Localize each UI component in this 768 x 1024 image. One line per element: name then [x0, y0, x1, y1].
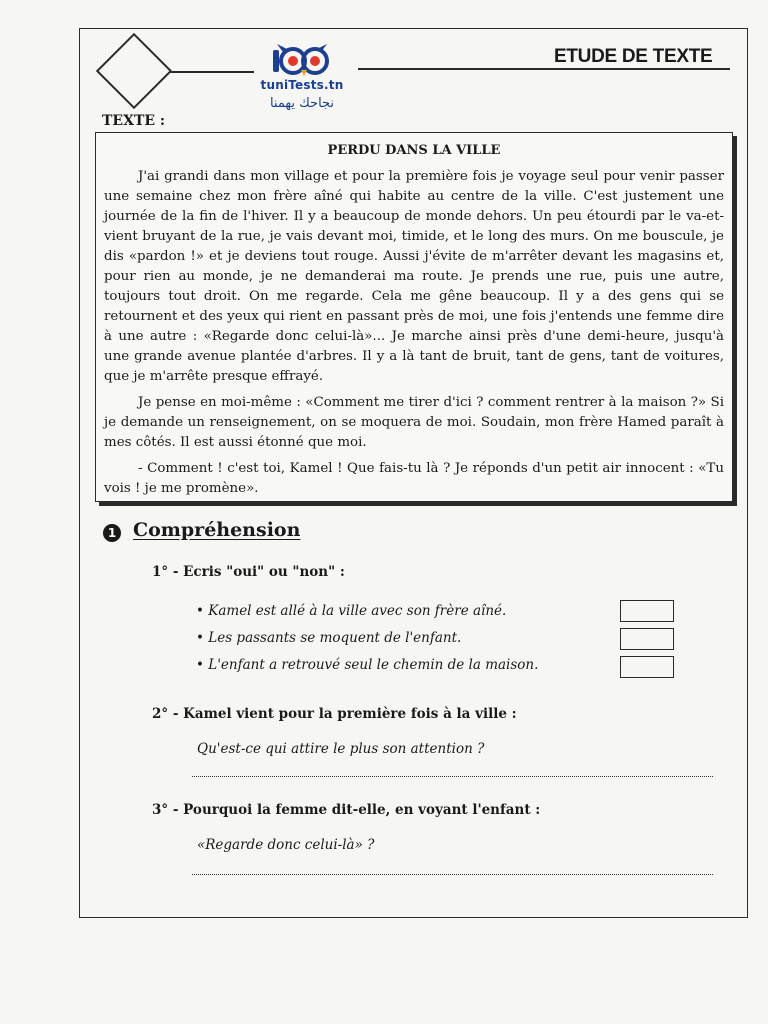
story-paragraph: J'ai grandi dans mon village et pour la première fois je voyage seul pour venir passer une semaine chez mon frère aîné qui habite au centre de la ville. C'est justement une journée de la fin de l'hiver. Il y a beaucoup de monde dehors. Un peu étourdi par le va-et-vient bruyant de la rue, je vais devant moi, timide, et le long des murs. On me bouscule, je dis «pardon !» et je deviens tout rouge. Aussi j'évite de m'arrêter devant les magasins et, pour rien au monde, je ne demanderai ma route. Je prends une rue, puis une autre, toujours tout droit. On me regarde. Cela me gêne beaucoup. Il y a des gens qui se retournent et des yeux qui rient en passant près de moi, une fois j'entends une femme dire à une autre : «Regarde donc celui-là»... Je marche ainsi près d'une demi-heure, jusqu'à une grande avenue plantée d'arbres. Il y a là tant de bruit, tant de gens, tant de voitures, que je m'arrête presque effrayé.: [104, 169, 724, 384]
story-text-box: [95, 132, 733, 502]
story-paragraph: Je pense en moi-même : «Comment me tirer d'ici ? comment rentrer à la maison ?» Si je demande un renseignement, on se moquera de moi. Soudain, mon frère Hamed paraît à mes côtés. Il est aussi étonné que moi.: [104, 395, 724, 450]
header-rule-left: [170, 71, 254, 73]
question-2-heading: 2° - Kamel vient pour la première fois à la ville :: [152, 706, 517, 722]
logo-text: tuniTests.tn: [260, 78, 344, 92]
header-rule-right: [358, 68, 730, 70]
owl-logo-icon: [271, 40, 333, 78]
answer-line-2[interactable]: [192, 776, 713, 777]
question-3-heading: 3° - Pourquoi la femme dit-elle, en voyant l'enfant :: [152, 802, 541, 818]
section-number-badge: 1: [103, 524, 121, 542]
story-title: PERDU DANS LA VILLE: [327, 143, 501, 158]
question-2-subquestion: Qu'est-ce qui attire le plus son attention ?: [197, 741, 485, 757]
question-1-item: • L'enfant a retrouvé seul le chemin de la maison.: [196, 657, 539, 673]
answer-box-3[interactable]: [620, 656, 674, 678]
answer-box-1[interactable]: [620, 600, 674, 622]
question-1-item: • Les passants se moquent de l'enfant.: [196, 630, 462, 646]
document-title: ETUDE DE TEXTE: [554, 46, 713, 67]
section-title: Compréhension: [133, 519, 301, 541]
question-1-item: • Kamel est allé à la ville avec son frère aîné.: [196, 603, 507, 619]
question-1-heading: 1° - Ecris "oui" ou "non" :: [152, 564, 345, 580]
story-paragraph: - Comment ! c'est toi, Kamel ! Que fais-tu là ? Je réponds d'un petit air innocent : «Tu vois ! je me promène».: [104, 461, 724, 496]
tunitests-logo: [252, 40, 352, 120]
logo-slogan: نجاحك يهمنا: [269, 96, 335, 111]
answer-line-3[interactable]: [192, 874, 713, 875]
texte-label: TEXTE :: [102, 113, 166, 129]
question-3-subquestion: «Regarde donc celui-là» ?: [197, 837, 375, 853]
answer-box-2[interactable]: [620, 628, 674, 650]
comprehension-section-header: [103, 518, 300, 542]
